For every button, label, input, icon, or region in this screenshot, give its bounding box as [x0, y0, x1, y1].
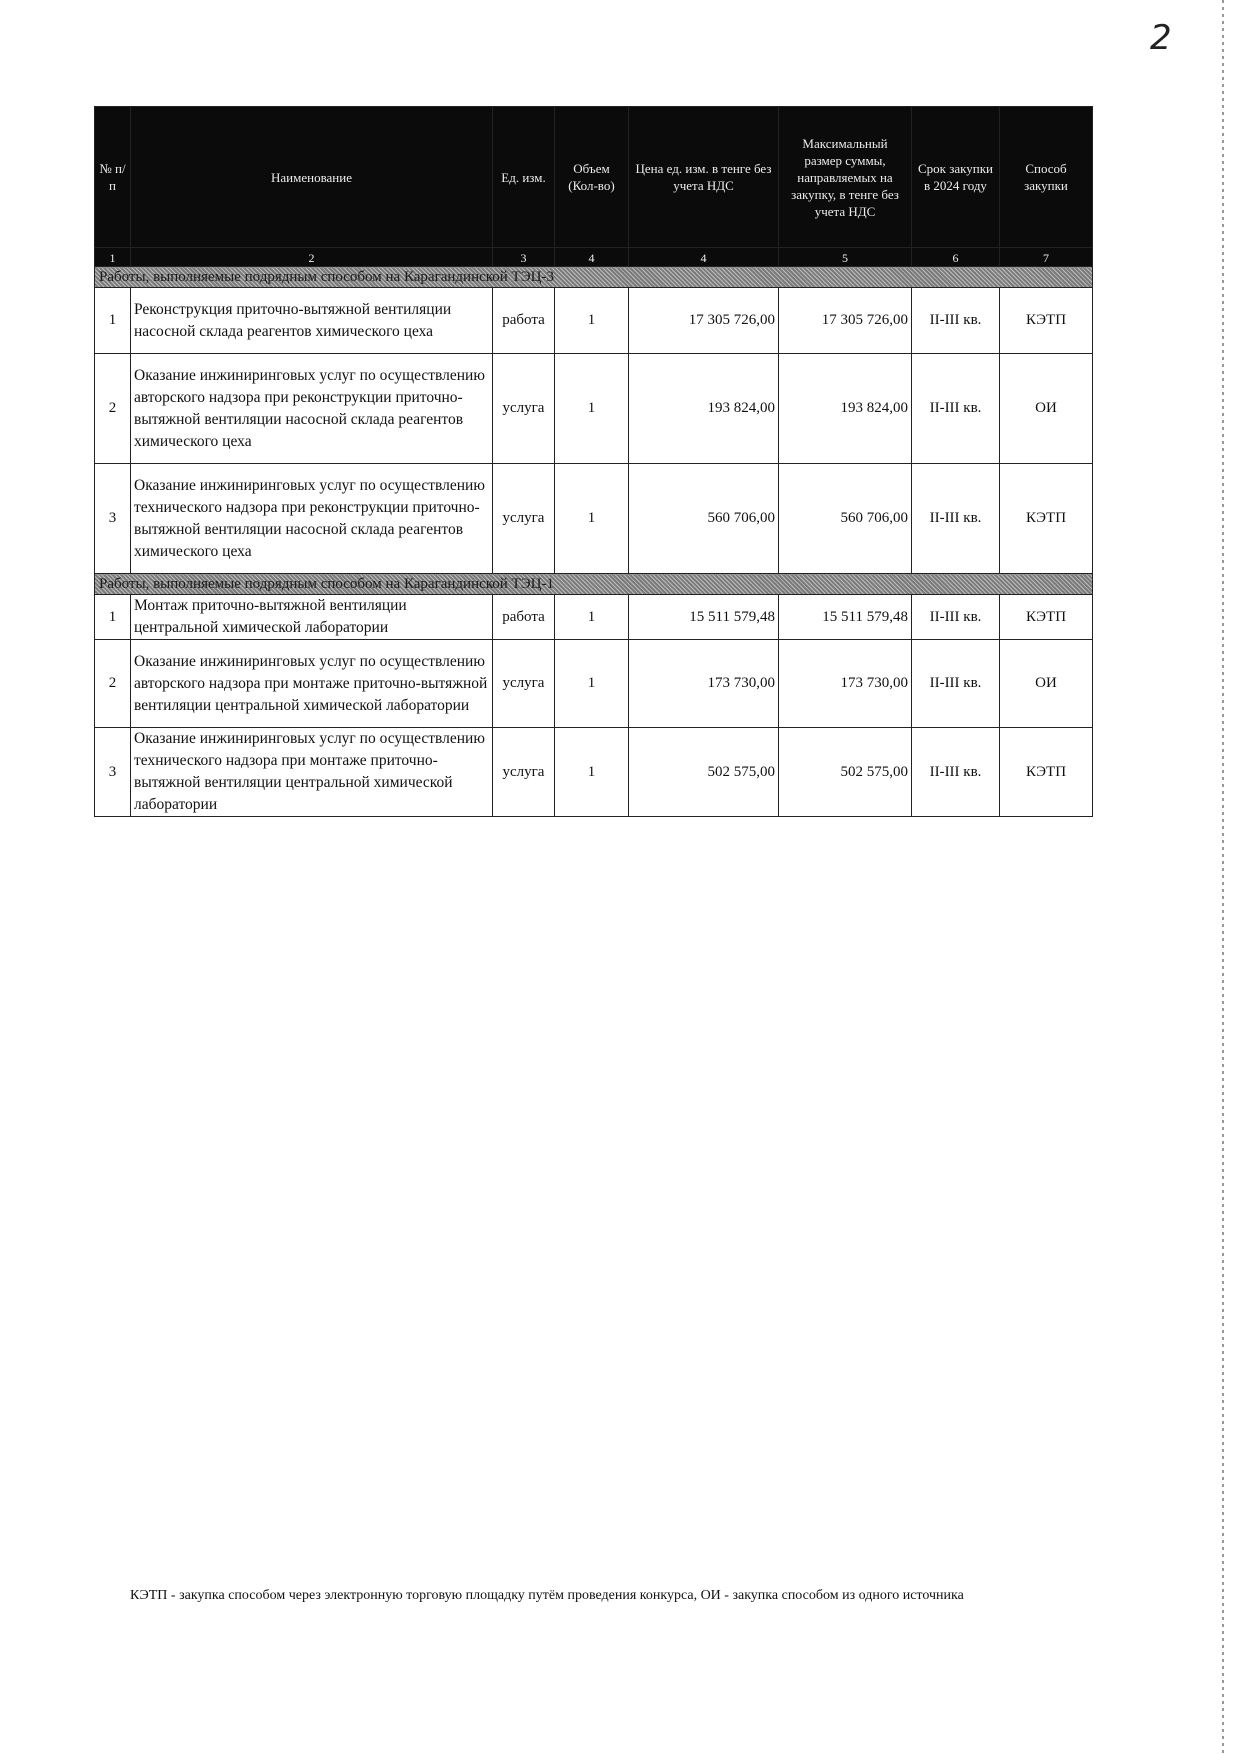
row-number: 2	[95, 354, 131, 464]
section-row-tec1	[95, 574, 1093, 595]
column-number: 4	[629, 248, 779, 267]
row-quantity: 1	[555, 728, 629, 817]
row-name: Оказание инжиниринговых услуг по осуществлению авторского надзора при реконструкции приточно-вытяжной вентиляции насосной склада реагентов химического цеха	[131, 354, 493, 464]
row-unit-price: 17 305 726,00	[629, 288, 779, 354]
row-total: 15 511 579,48	[779, 595, 912, 640]
row-term: II-III кв.	[912, 595, 1000, 640]
table-row	[95, 595, 1093, 640]
row-quantity: 1	[555, 354, 629, 464]
header-cell-unit: Ед. изм.	[493, 107, 555, 248]
table-column-numbers-row	[95, 248, 1093, 267]
row-unit-price: 193 824,00	[629, 354, 779, 464]
table-row	[95, 464, 1093, 574]
row-quantity: 1	[555, 288, 629, 354]
row-number: 3	[95, 728, 131, 817]
row-unit: работа	[493, 595, 555, 640]
procurement-table	[94, 106, 1093, 817]
row-unit-price: 560 706,00	[629, 464, 779, 574]
row-term: II-III кв.	[912, 354, 1000, 464]
column-number: 1	[95, 248, 131, 267]
row-total: 173 730,00	[779, 640, 912, 728]
row-term: II-III кв.	[912, 640, 1000, 728]
row-number: 3	[95, 464, 131, 574]
column-number: 3	[493, 248, 555, 267]
row-method: КЭТП	[1000, 728, 1093, 817]
row-unit: услуга	[493, 354, 555, 464]
row-name: Реконструкция приточно-вытяжной вентиляции насосной склада реагентов химического цеха	[131, 288, 493, 354]
footnote-legend: КЭТП - закупка способом через электронную торговую площадку путём проведения конкурса, ОИ - закупка способом из одного источника	[130, 1588, 964, 1603]
scan-edge-line	[1222, 0, 1224, 1754]
row-unit: услуга	[493, 640, 555, 728]
header-cell-quantity: Объем (Кол-во)	[555, 107, 629, 248]
column-number: 2	[131, 248, 493, 267]
row-number: 1	[95, 288, 131, 354]
header-cell-term: Срок закупки в 2024 году	[912, 107, 1000, 248]
header-cell-unit-price: Цена ед. изм. в тенге без учета НДС	[629, 107, 779, 248]
header-cell-method: Способ закупки	[1000, 107, 1093, 248]
row-name: Оказание инжиниринговых услуг по осуществлению технического надзора при монтаже приточно-вытяжной вентиляции центральной химической лаборатории	[131, 728, 493, 817]
page-number: 2	[1150, 18, 1172, 58]
column-number: 7	[1000, 248, 1093, 267]
header-cell-number: № п/п	[95, 107, 131, 248]
table-row	[95, 640, 1093, 728]
row-method: КЭТП	[1000, 595, 1093, 640]
row-method: КЭТП	[1000, 288, 1093, 354]
row-quantity: 1	[555, 464, 629, 574]
table-header-row	[95, 107, 1093, 248]
row-number: 1	[95, 595, 131, 640]
section-title: Работы, выполняемые подрядным способом на Карагандинской ТЭЦ-3	[95, 267, 1093, 288]
table-row	[95, 288, 1093, 354]
column-number: 4	[555, 248, 629, 267]
table-row	[95, 354, 1093, 464]
row-number: 2	[95, 640, 131, 728]
row-quantity: 1	[555, 640, 629, 728]
row-method: КЭТП	[1000, 464, 1093, 574]
row-method: ОИ	[1000, 640, 1093, 728]
table-row	[95, 728, 1093, 817]
section-row-tec3	[95, 267, 1093, 288]
row-term: II-III кв.	[912, 728, 1000, 817]
row-unit: работа	[493, 288, 555, 354]
section-title: Работы, выполняемые подрядным способом на Карагандинской ТЭЦ-1	[95, 574, 1093, 595]
header-cell-name: Наименование	[131, 107, 493, 248]
row-total: 502 575,00	[779, 728, 912, 817]
procurement-table-container	[94, 106, 1092, 817]
row-method: ОИ	[1000, 354, 1093, 464]
row-total: 560 706,00	[779, 464, 912, 574]
header-cell-max-amount: Максимальный размер суммы, направляемых на закупку, в тенге без учета НДС	[779, 107, 912, 248]
row-total: 193 824,00	[779, 354, 912, 464]
row-term: II-III кв.	[912, 288, 1000, 354]
row-quantity: 1	[555, 595, 629, 640]
row-term: II-III кв.	[912, 464, 1000, 574]
row-unit: услуга	[493, 728, 555, 817]
row-total: 17 305 726,00	[779, 288, 912, 354]
row-unit-price: 502 575,00	[629, 728, 779, 817]
row-name: Оказание инжиниринговых услуг по осуществлению технического надзора при реконструкции приточно-вытяжной вентиляции насосной склада реагентов химического цеха	[131, 464, 493, 574]
row-unit-price: 173 730,00	[629, 640, 779, 728]
row-name: Монтаж приточно-вытяжной вентиляции центральной химической лаборатории	[131, 595, 493, 640]
row-unit-price: 15 511 579,48	[629, 595, 779, 640]
row-name: Оказание инжиниринговых услуг по осуществлению авторского надзора при монтаже приточно-вытяжной вентиляции центральной химической лаборатории	[131, 640, 493, 728]
row-unit: услуга	[493, 464, 555, 574]
column-number: 6	[912, 248, 1000, 267]
column-number: 5	[779, 248, 912, 267]
